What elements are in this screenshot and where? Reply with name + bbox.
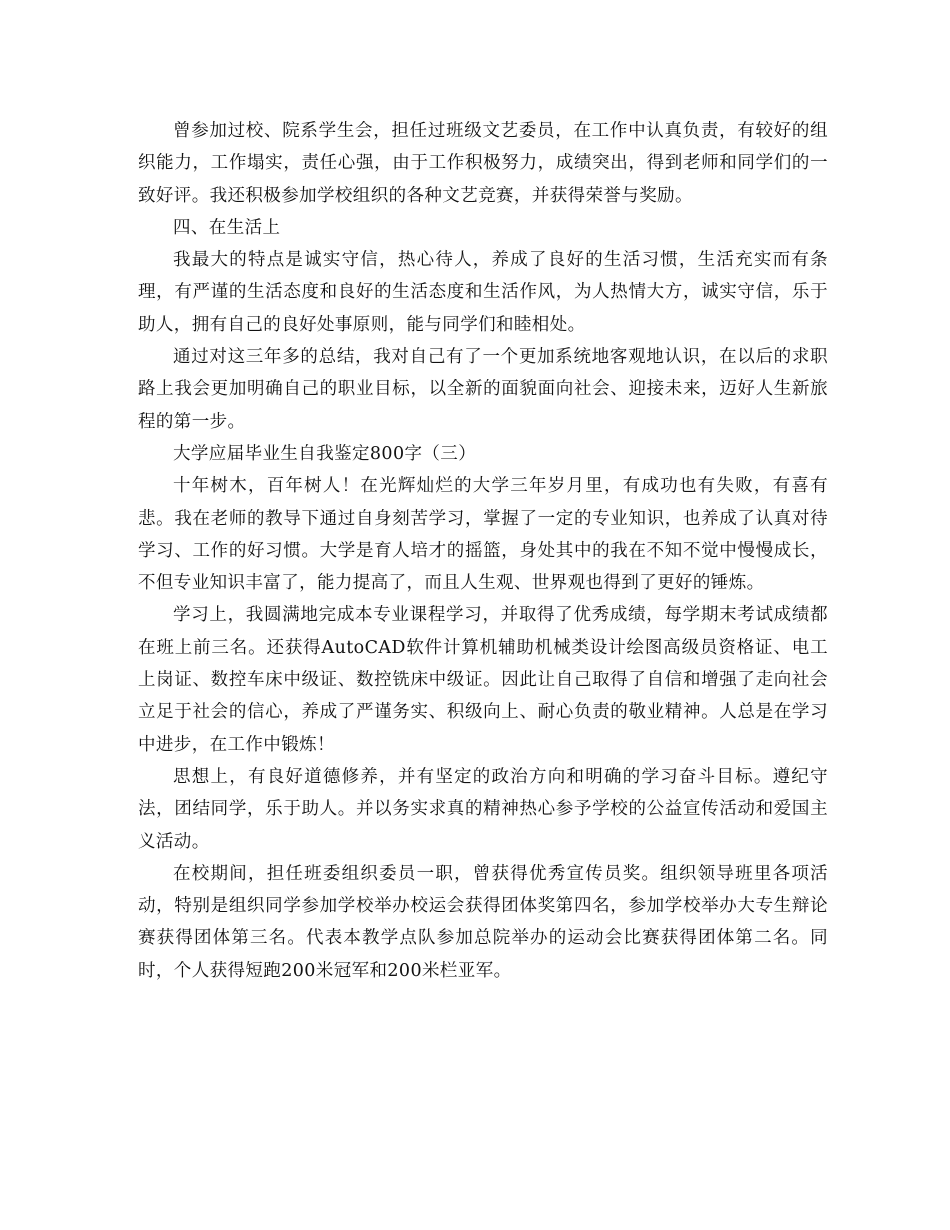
paragraph-ideology: 思想上，有良好道德修养，并有坚定的政治方向和明确的学习奋斗目标。遵纪守法，团结同学，乐于助人。并以务实求真的精神热心参予学校的公益宣传活动和爱国主义活动。	[138, 766, 828, 852]
paragraph-study: 学习上，我圆满地完成本专业课程学习，并取得了优秀成绩，每学期末考试成绩都在班上前三名。还获得AutoCAD软件计算机辅助机械类设计绘图高级员资格证、电工上岗证、数控车床中级证、数控铣床中级证。因此让自己取得了自信和增强了走向社会立足于社会的信心，养成了严谨务实、积级向上、耐心负责的敬业精神。人总是在学习中进步，在工作中锻炼！	[138, 605, 828, 755]
paragraph-ten-years: 十年树木，百年树人！在光辉灿烂的大学三年岁月里，有成功也有失败，有喜有悲。我在老师的教导下通过自身刻苦学习，掌握了一定的专业知识，也养成了认真对待学习、工作的好习惯。大学是育人培才的摇篮，身处其中的我在不知不觉中慢慢成长，不但专业知识丰富了，能力提高了，而且人生观、世界观也得到了更好的锤炼。	[138, 476, 828, 594]
section-heading-life: 四、在生活上	[173, 217, 281, 238]
section-heading-appraisal-three: 大学应届毕业生自我鉴定800字（三）	[173, 443, 477, 464]
paragraph-summary: 通过对这三年多的总结，我对自己有了一个更加系统地客观地认识，在以后的求职路上我会更加明确自己的职业目标，以全新的面貌面向社会、迎接未来，迈好人生新旅程的第一步。	[138, 347, 828, 432]
paragraph-life-traits: 我最大的特点是诚实守信，热心待人，养成了良好的生活习惯，生活充实而有条理，有严谨的生活态度和良好的生活态度和生活作风，为人热情大方，诚实守信，乐于助人，拥有自己的良好处事原则，能与同学们和睦相处。	[138, 250, 828, 335]
paragraph-school-activities: 在校期间，担任班委组织委员一职，曾获得优秀宣传员奖。组织领导班里各项活动，特别是组织同学参加学校举办校运会获得团体奖第四名，参加学校举办大专生辩论赛获得团体第三名。代表本教学点队参加总院举办的运动会比赛获得团体第二名。同时，个人获得短跑200米冠军和200米栏亚军。	[138, 863, 828, 981]
paragraph-student-union: 曾参加过校、院系学生会，担任过班级文艺委员，在工作中认真负责，有较好的组织能力，工作塌实，责任心强，由于工作积极努力，成绩突出，得到老师和同学们的一致好评。我还积极参加学校组织的各种文艺竞赛，并获得荣誉与奖励。	[138, 121, 828, 206]
document-body	[138, 115, 828, 987]
